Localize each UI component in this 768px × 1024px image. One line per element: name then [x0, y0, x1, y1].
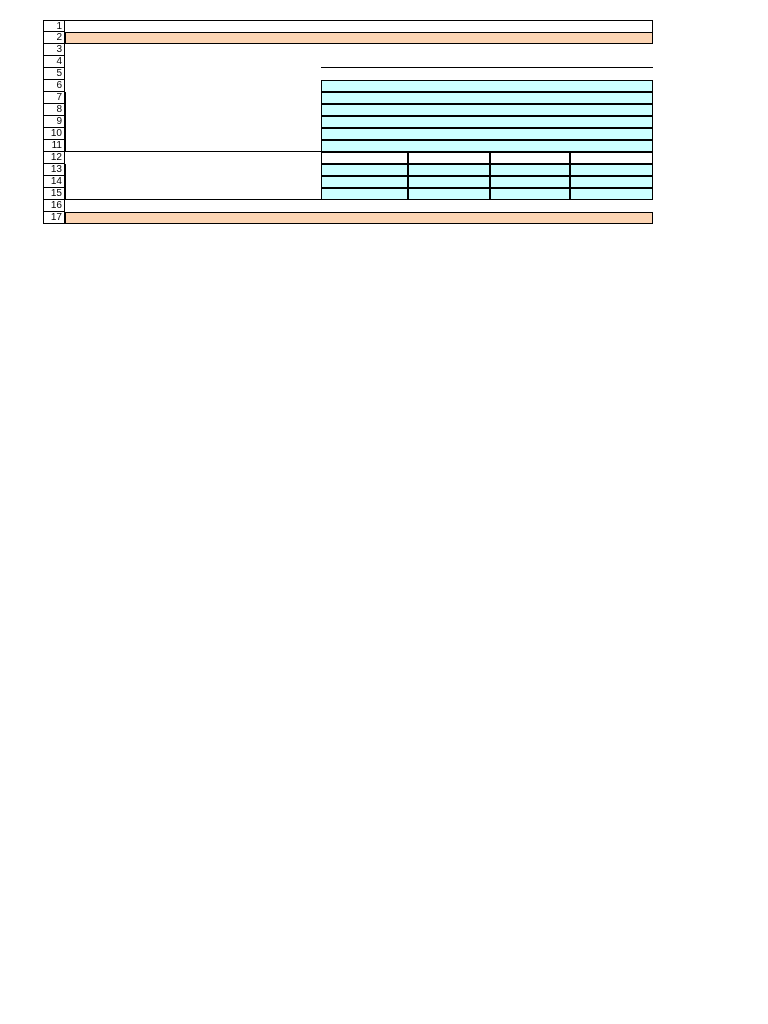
row-label	[65, 92, 321, 104]
year-header	[490, 152, 570, 164]
months-input[interactable]	[321, 176, 408, 188]
instruction-text	[321, 68, 653, 80]
year-ended-input[interactable]	[408, 164, 490, 176]
year-ended-input[interactable]	[570, 164, 653, 176]
year-ended-input[interactable]	[490, 164, 570, 176]
row-label	[65, 176, 321, 188]
currency-input[interactable]	[321, 128, 653, 140]
row-label	[65, 128, 321, 140]
months-input[interactable]	[408, 176, 490, 188]
exchange-input[interactable]	[570, 188, 653, 200]
last-year-input[interactable]	[321, 80, 653, 92]
auditors-input[interactable]	[321, 140, 653, 152]
row-label	[65, 164, 321, 176]
exchange-input[interactable]	[408, 188, 490, 200]
row-label	[65, 188, 321, 200]
section-heading	[65, 56, 321, 68]
months-input[interactable]	[570, 176, 653, 188]
exchange-input[interactable]	[490, 188, 570, 200]
industry-input[interactable]	[321, 116, 653, 128]
row-label	[65, 104, 321, 116]
year-header	[321, 152, 408, 164]
exchange-input[interactable]	[321, 188, 408, 200]
page-title	[65, 32, 653, 44]
row-label	[65, 80, 321, 92]
company-name-input[interactable]	[321, 104, 653, 116]
year-ended-input[interactable]	[321, 164, 408, 176]
row-label	[65, 140, 321, 152]
months-input[interactable]	[490, 176, 570, 188]
row-label	[65, 116, 321, 128]
section-title	[65, 212, 653, 224]
sheet-row: 1	[43, 20, 653, 32]
company-code-input[interactable]	[321, 92, 653, 104]
year-header	[408, 152, 490, 164]
year-header	[570, 152, 653, 164]
